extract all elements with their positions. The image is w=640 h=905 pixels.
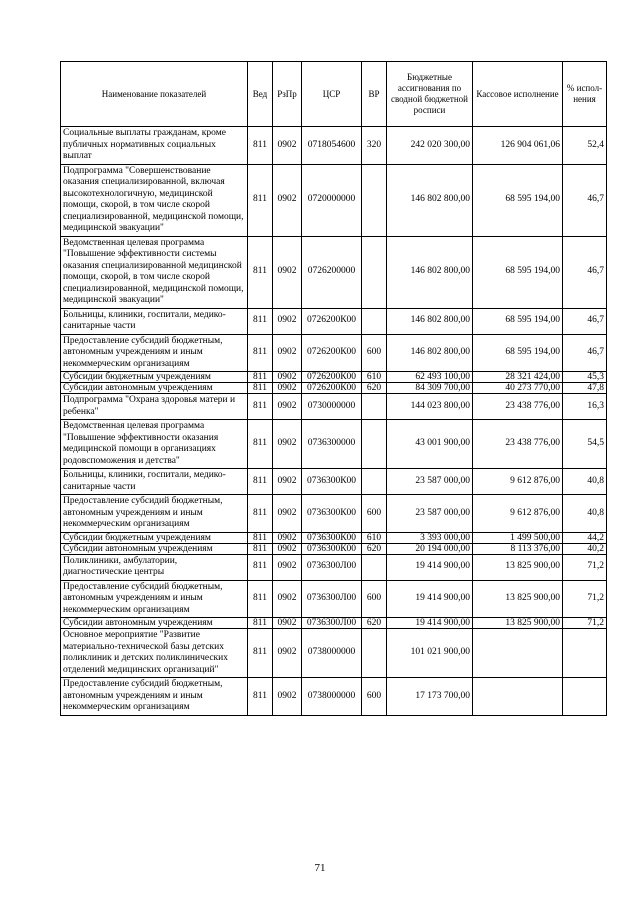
row-cash-execution: 8 113 376,00 [473, 543, 563, 554]
row-csr: 0736300К00 [302, 469, 362, 495]
table-row [61, 554, 607, 580]
row-csr: 0726200К00 [302, 383, 362, 394]
row-rzpr: 0902 [273, 372, 302, 383]
row-csr: 0738000000 [302, 629, 362, 678]
row-vr: 620 [362, 383, 387, 394]
row-name: Ведомственная целевая программа "Повышение эффективности системы оказания специализированной медицинской помощи, скорой, в том числе скорой специализированной, медицинской помощи, медицинской эвакуации" [61, 236, 248, 308]
row-cash-execution: 23 438 776,00 [473, 420, 563, 469]
row-assignments: 62 493 100,00 [387, 372, 473, 383]
row-name: Подпрограмма "Охрана здоровья матери и ребенка" [61, 394, 248, 420]
row-name: Предоставление субсидий бюджетным, автономным учреждениям и иным некоммерческим организациям [61, 580, 248, 618]
row-ved: 811 [248, 334, 273, 372]
row-cash-execution [473, 629, 563, 678]
row-ved: 811 [248, 580, 273, 618]
row-execution-percent: 54,5 [563, 420, 607, 469]
row-assignments: 146 802 800,00 [387, 334, 473, 372]
row-rzpr: 0902 [273, 308, 302, 334]
table-row [61, 372, 607, 383]
row-execution-percent: 71,2 [563, 580, 607, 618]
row-csr: 0736300Л00 [302, 618, 362, 629]
header-rzpr: РзПр [273, 62, 302, 127]
row-ved: 811 [248, 394, 273, 420]
header-assignments: Бюджетные ассигнования по сводной бюджетной росписи [387, 62, 473, 127]
row-vr: 620 [362, 543, 387, 554]
table-row [61, 532, 607, 543]
row-execution-percent: 40,8 [563, 469, 607, 495]
row-vr [362, 394, 387, 420]
table-row [61, 383, 607, 394]
row-execution-percent: 71,2 [563, 554, 607, 580]
row-ved: 811 [248, 372, 273, 383]
row-ved: 811 [248, 554, 273, 580]
row-cash-execution: 28 321 424,00 [473, 372, 563, 383]
row-execution-percent: 46,7 [563, 236, 607, 308]
row-csr: 0738000000 [302, 678, 362, 716]
table-row [61, 127, 607, 165]
row-rzpr: 0902 [273, 383, 302, 394]
row-ved: 811 [248, 420, 273, 469]
row-cash-execution: 68 595 194,00 [473, 164, 563, 236]
row-name: Субсидии автономным учреждениям [61, 383, 248, 394]
row-rzpr: 0902 [273, 127, 302, 165]
row-execution-percent: 46,7 [563, 164, 607, 236]
row-assignments: 19 414 900,00 [387, 580, 473, 618]
row-ved: 811 [248, 495, 273, 533]
row-rzpr: 0902 [273, 334, 302, 372]
row-assignments: 19 414 900,00 [387, 618, 473, 629]
row-cash-execution: 68 595 194,00 [473, 236, 563, 308]
table-row [61, 334, 607, 372]
row-cash-execution: 23 438 776,00 [473, 394, 563, 420]
row-execution-percent: 71,2 [563, 618, 607, 629]
row-csr: 0736300К00 [302, 495, 362, 533]
row-cash-execution: 126 904 061,06 [473, 127, 563, 165]
table-row [61, 236, 607, 308]
row-execution-percent: 47,8 [563, 383, 607, 394]
table-header-row [61, 62, 607, 127]
row-name: Субсидии автономным учреждениям [61, 618, 248, 629]
row-csr: 0736300К00 [302, 543, 362, 554]
row-execution-percent: 16,3 [563, 394, 607, 420]
row-ved: 811 [248, 127, 273, 165]
row-execution-percent: 45,3 [563, 372, 607, 383]
table-body [61, 127, 607, 716]
row-ved: 811 [248, 678, 273, 716]
row-assignments: 3 393 000,00 [387, 532, 473, 543]
row-ved: 811 [248, 383, 273, 394]
row-vr [362, 236, 387, 308]
row-rzpr: 0902 [273, 236, 302, 308]
row-vr: 600 [362, 580, 387, 618]
row-vr: 620 [362, 618, 387, 629]
row-execution-percent [563, 629, 607, 678]
row-vr: 320 [362, 127, 387, 165]
row-csr: 0726200К00 [302, 334, 362, 372]
row-vr: 600 [362, 678, 387, 716]
row-name: Социальные выплаты гражданам, кроме публичных нормативных социальных выплат [61, 127, 248, 165]
row-rzpr: 0902 [273, 543, 302, 554]
row-cash-execution: 1 499 500,00 [473, 532, 563, 543]
row-csr: 0726200К00 [302, 308, 362, 334]
row-name: Основное мероприятие "Развитие материально-технической базы детских поликлиник и детских поликлинических отделений медицинских организаций" [61, 629, 248, 678]
row-vr [362, 554, 387, 580]
row-vr [362, 469, 387, 495]
budget-sheet [60, 61, 606, 716]
row-ved: 811 [248, 308, 273, 334]
row-csr: 0736300Л00 [302, 580, 362, 618]
row-name: Предоставление субсидий бюджетным, автономным учреждениям и иным некоммерческим организациям [61, 678, 248, 716]
row-ved: 811 [248, 236, 273, 308]
row-assignments: 242 020 300,00 [387, 127, 473, 165]
row-name: Подпрограмма "Совершенствование оказания специализированной, включая высокотехнологичную, медицинской помощи, скорой, в том числе скорой специализированной, медицинской помощи, медицинской эвакуации" [61, 164, 248, 236]
table-row [61, 618, 607, 629]
row-csr: 0730000000 [302, 394, 362, 420]
row-assignments: 19 414 900,00 [387, 554, 473, 580]
row-execution-percent: 40,2 [563, 543, 607, 554]
table-row [61, 678, 607, 716]
row-execution-percent: 46,7 [563, 334, 607, 372]
row-rzpr: 0902 [273, 554, 302, 580]
row-csr: 0736300К00 [302, 532, 362, 543]
row-assignments: 84 309 700,00 [387, 383, 473, 394]
row-ved: 811 [248, 164, 273, 236]
row-ved: 811 [248, 629, 273, 678]
row-cash-execution: 13 825 900,00 [473, 580, 563, 618]
header-ved: Вед [248, 62, 273, 127]
header-vr: ВР [362, 62, 387, 127]
header-cash-execution: Кассовое исполнение [473, 62, 563, 127]
row-execution-percent: 46,7 [563, 308, 607, 334]
row-csr: 0726200000 [302, 236, 362, 308]
row-vr: 600 [362, 495, 387, 533]
row-cash-execution: 13 825 900,00 [473, 554, 563, 580]
row-name: Субсидии автономным учреждениям [61, 543, 248, 554]
table-row [61, 580, 607, 618]
header-execution-percent: % испол-нения [563, 62, 607, 127]
row-rzpr: 0902 [273, 678, 302, 716]
header-name: Наименование показателей [61, 62, 248, 127]
row-vr [362, 308, 387, 334]
row-cash-execution: 13 825 900,00 [473, 618, 563, 629]
page-number: 71 [314, 862, 326, 874]
row-assignments: 146 802 800,00 [387, 164, 473, 236]
row-cash-execution: 9 612 876,00 [473, 469, 563, 495]
row-assignments: 146 802 800,00 [387, 308, 473, 334]
row-execution-percent [563, 678, 607, 716]
row-assignments: 101 021 900,00 [387, 629, 473, 678]
row-vr: 610 [362, 372, 387, 383]
row-csr: 0720000000 [302, 164, 362, 236]
row-rzpr: 0902 [273, 164, 302, 236]
row-ved: 811 [248, 543, 273, 554]
row-ved: 811 [248, 469, 273, 495]
row-cash-execution: 68 595 194,00 [473, 334, 563, 372]
row-assignments: 20 194 000,00 [387, 543, 473, 554]
table-row [61, 394, 607, 420]
table-row [61, 469, 607, 495]
row-rzpr: 0902 [273, 420, 302, 469]
row-rzpr: 0902 [273, 532, 302, 543]
row-csr: 0736300000 [302, 420, 362, 469]
row-cash-execution [473, 678, 563, 716]
row-rzpr: 0902 [273, 580, 302, 618]
row-vr [362, 164, 387, 236]
row-name: Субсидии бюджетным учреждениям [61, 532, 248, 543]
row-cash-execution: 9 612 876,00 [473, 495, 563, 533]
row-cash-execution: 40 273 770,00 [473, 383, 563, 394]
table-row [61, 164, 607, 236]
row-assignments: 23 587 000,00 [387, 495, 473, 533]
row-rzpr: 0902 [273, 629, 302, 678]
row-rzpr: 0902 [273, 495, 302, 533]
row-assignments: 17 173 700,00 [387, 678, 473, 716]
row-execution-percent: 44,2 [563, 532, 607, 543]
row-name: Предоставление субсидий бюджетным, автономным учреждениям и иным некоммерческим организациям [61, 334, 248, 372]
row-vr [362, 629, 387, 678]
row-name: Поликлиники, амбулатории, диагностические центры [61, 554, 248, 580]
row-assignments: 43 001 900,00 [387, 420, 473, 469]
row-name: Больницы, клиники, госпитали, медико-санитарные части [61, 469, 248, 495]
row-assignments: 146 802 800,00 [387, 236, 473, 308]
table-row [61, 629, 607, 678]
row-csr: 0726200К00 [302, 372, 362, 383]
table-row [61, 308, 607, 334]
header-csr: ЦСР [302, 62, 362, 127]
row-csr: 0736300Л00 [302, 554, 362, 580]
budget-table [60, 61, 607, 716]
row-csr: 0718054600 [302, 127, 362, 165]
row-vr [362, 420, 387, 469]
row-rzpr: 0902 [273, 394, 302, 420]
row-ved: 811 [248, 532, 273, 543]
row-execution-percent: 52,4 [563, 127, 607, 165]
row-name: Ведомственная целевая программа "Повышение эффективности оказания медицинской помощи в организациях родовспоможения и детства" [61, 420, 248, 469]
row-execution-percent: 40,8 [563, 495, 607, 533]
row-name: Предоставление субсидий бюджетным, автономным учреждениям и иным некоммерческим организациям [61, 495, 248, 533]
row-ved: 811 [248, 618, 273, 629]
row-name: Субсидии бюджетным учреждениям [61, 372, 248, 383]
row-rzpr: 0902 [273, 618, 302, 629]
table-row [61, 495, 607, 533]
row-vr: 600 [362, 334, 387, 372]
row-assignments: 23 587 000,00 [387, 469, 473, 495]
table-row [61, 543, 607, 554]
row-assignments: 144 023 800,00 [387, 394, 473, 420]
row-vr: 610 [362, 532, 387, 543]
row-name: Больницы, клиники, госпитали, медико-санитарные части [61, 308, 248, 334]
table-row [61, 420, 607, 469]
row-rzpr: 0902 [273, 469, 302, 495]
row-cash-execution: 68 595 194,00 [473, 308, 563, 334]
